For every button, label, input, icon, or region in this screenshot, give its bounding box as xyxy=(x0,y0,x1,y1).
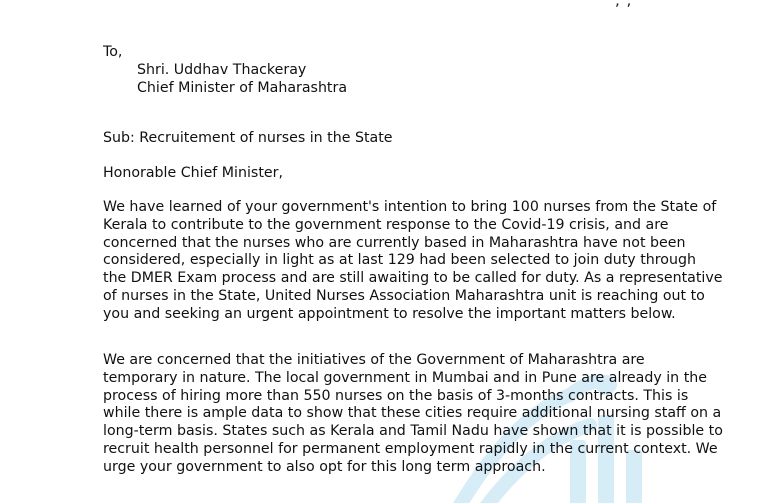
body-paragraph-2: We are concerned that the initiatives of the Government of Maharashtra are temporary in nature. The local government in Mumbai and in Pune are already in the process of hiring more than 550 nurses on the basis of 3-months contracts. This is while there is ample data to show that these cities require additional nursing staff on a long-term basis. States such as Kerala and Tamil Nadu have shown that it is possible to recruit health personnel for permanent employment rapidly in the current context. We urge your government to also opt for this long term approach. xyxy=(103,352,723,475)
addressee-name: Shri. Uddhav Thackeray xyxy=(137,62,307,78)
salutation: Honorable Chief Minister, xyxy=(103,165,283,181)
subject-line: Sub: Recruitement of nurses in the State xyxy=(103,130,393,146)
addressee-title: Chief Minister of Maharashtra xyxy=(137,80,348,96)
addressee-block xyxy=(137,61,347,97)
body-paragraph-1: We have learned of your government's intention to bring 100 nurses from the State of Kerala to contribute to the government response to the Covid-19 crisis, and are concerned that the nurses who are currently based in Maharashtra have not been considered, especially in light as at last 129 had been selected to join duty through the DMER Exam process and are still awaiting to be called for duty. As a representative of nurses in the State, United Nurses Association Maharashtra unit is reaching out to you and seeking an urgent appointment to resolve the important matters below. xyxy=(103,199,723,322)
date-line: , , xyxy=(615,0,633,9)
recipient-to-label: To, xyxy=(103,44,123,60)
